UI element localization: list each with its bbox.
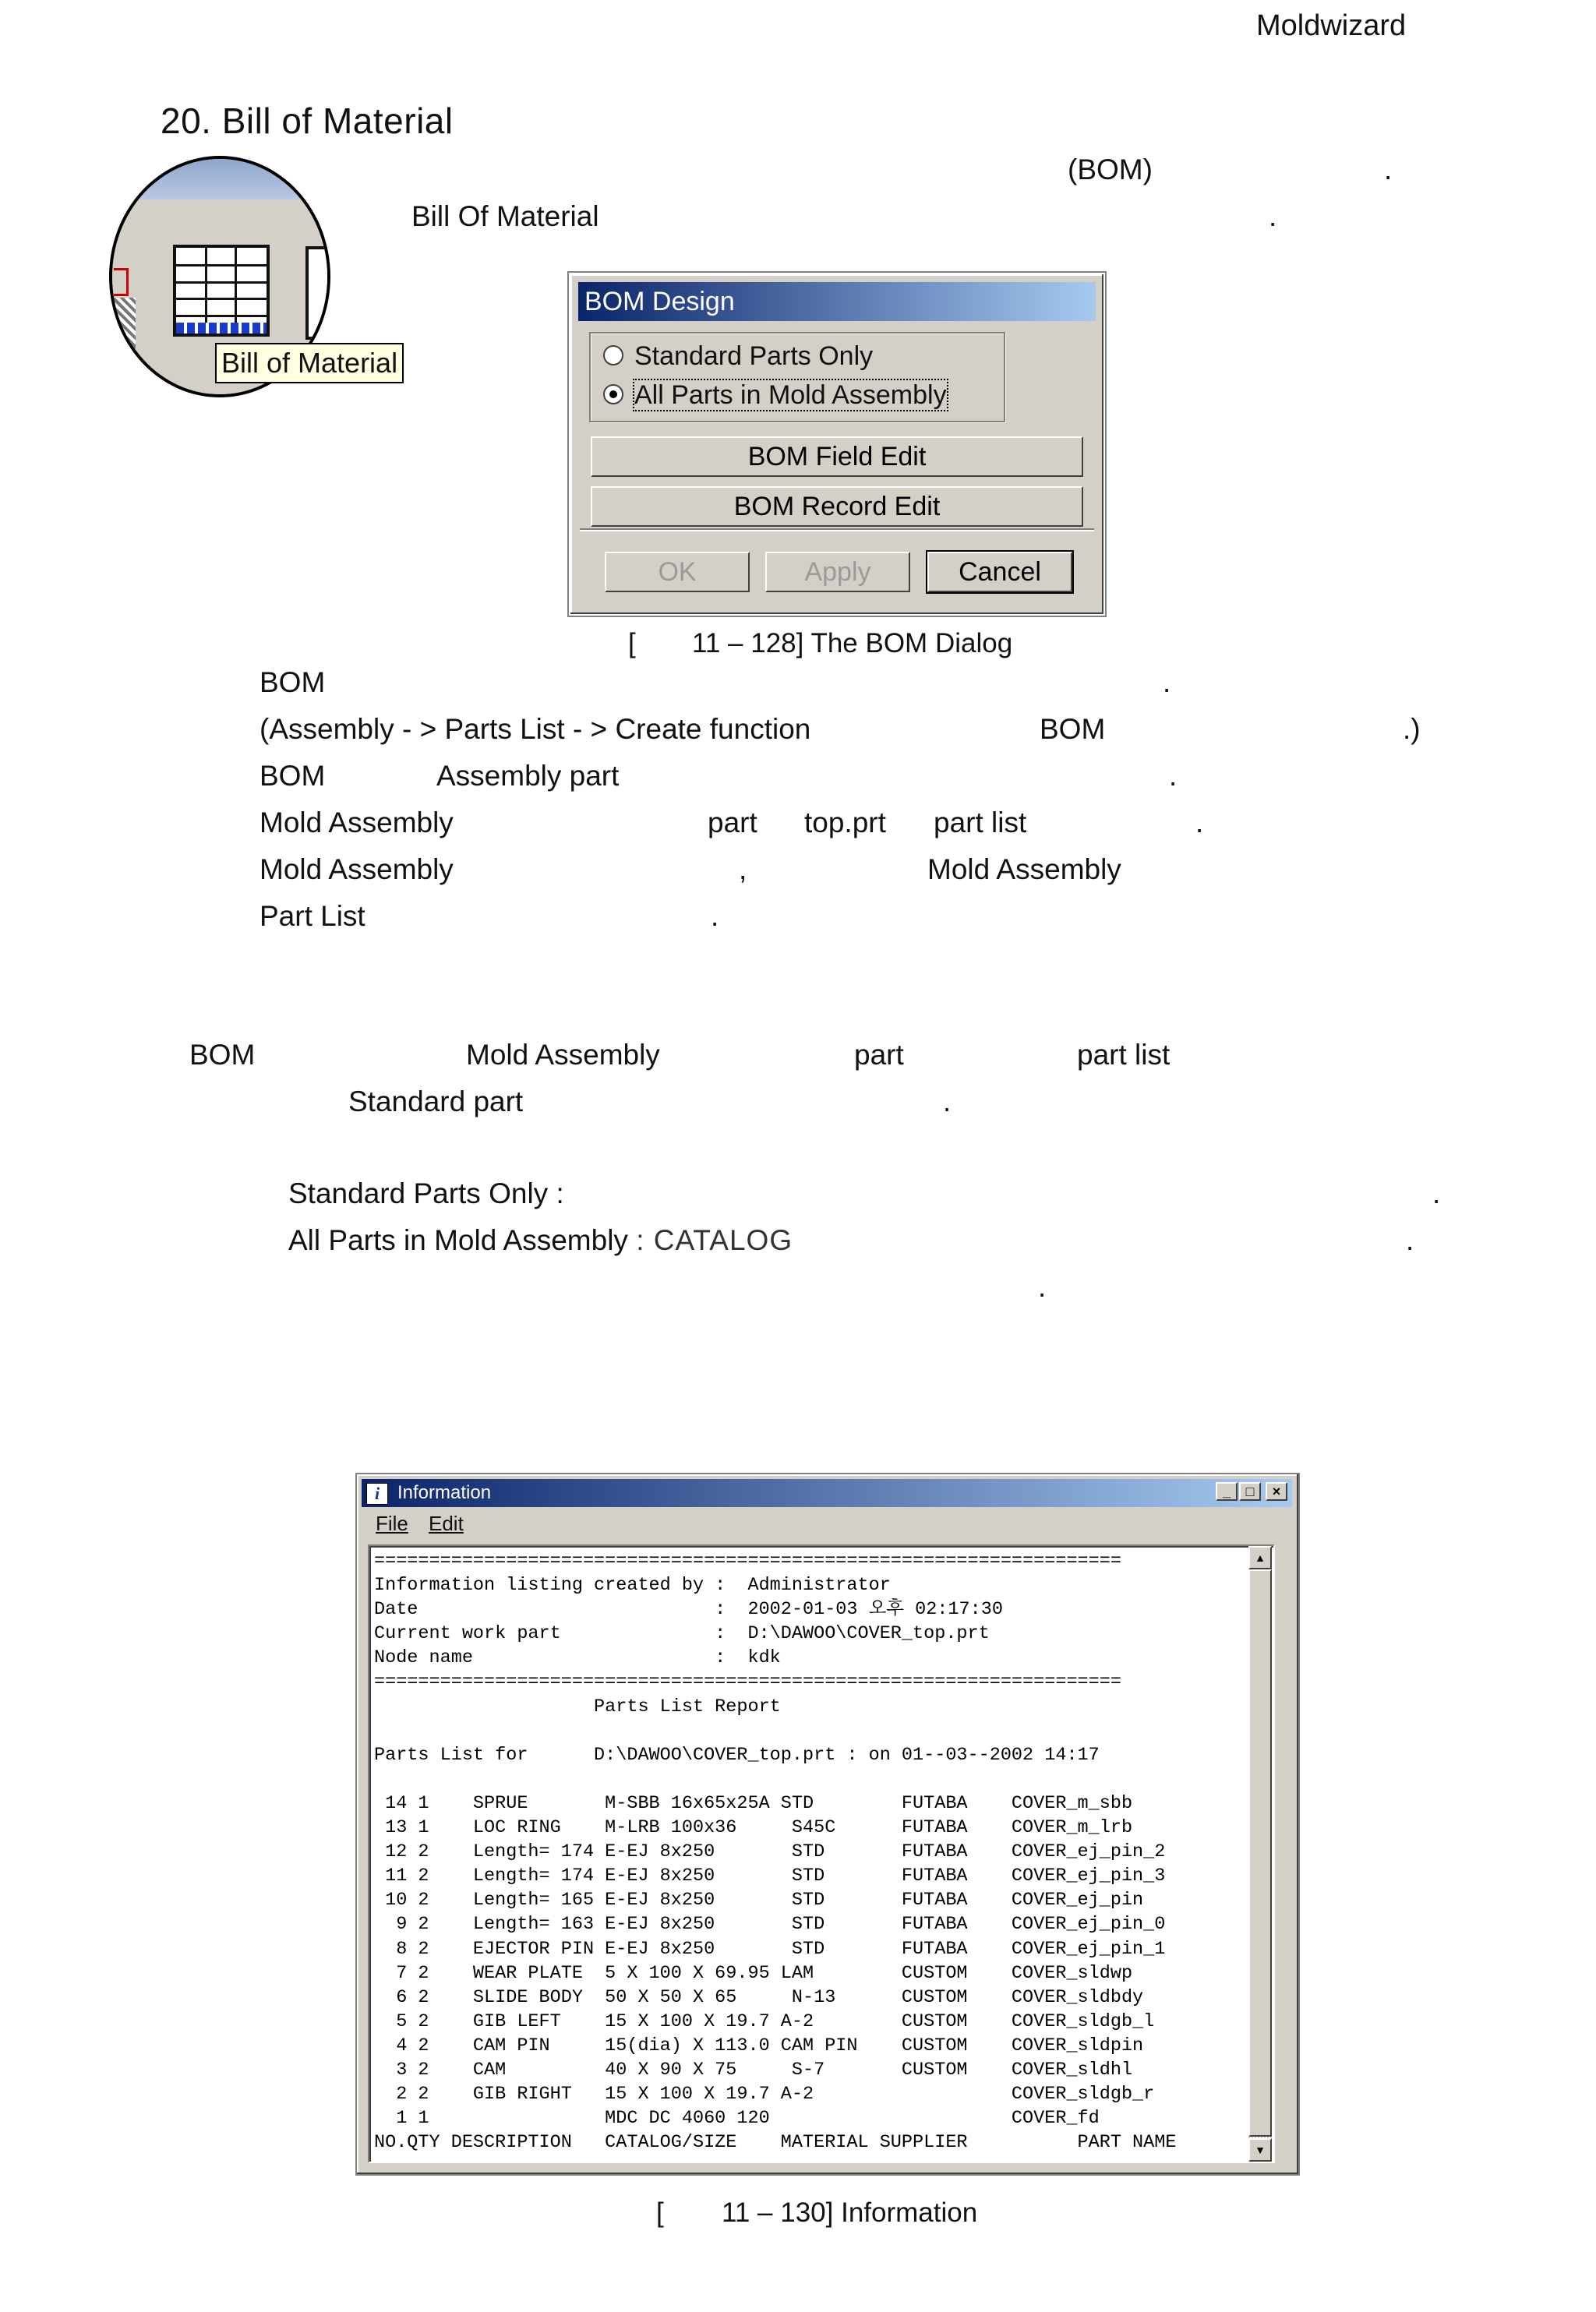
option-standard-period: .: [1432, 1177, 1441, 1209]
body1-line2-assembly-path: (Assembly - > Parts List - > Create function: [260, 713, 811, 745]
listing-line: 6 2 SLIDE BODY 50 X 50 X 65 N-13 CUSTOM COVER_sldbdy: [374, 1986, 1144, 2008]
listing-line: Date : 2002-01-03 오후 02:17:30: [374, 1599, 1003, 1621]
info-window-title: Information: [397, 1482, 492, 1503]
info-i-icon: i: [366, 1483, 388, 1505]
body1-line5-mold-assembly: Mold Assembly: [260, 853, 454, 885]
scroll-down-icon[interactable]: ▼: [1248, 2138, 1272, 2162]
listing-line: 14 1 SPRUE M-SBB 16x65x25A STD FUTABA COVER_m_sbb: [374, 1792, 1133, 1814]
info-vertical-scrollbar[interactable]: [1248, 1546, 1272, 2162]
body1-line4-part-list: part list: [934, 807, 1027, 838]
body1-line4-part: part: [708, 807, 757, 838]
option-all-parts-catalog: : CATALOG: [636, 1224, 793, 1256]
body1-line4-period: .: [1195, 807, 1204, 838]
option-all-parts-label: [288, 1223, 793, 1258]
radio-standard-label: Standard Parts Only: [634, 341, 874, 371]
ok-button[interactable]: OK: [605, 552, 750, 592]
hatched-icon: [112, 298, 136, 352]
radio-on-icon: [603, 384, 623, 404]
body1-line6-period: .: [711, 900, 719, 932]
body1-line2-bom: BOM: [1040, 713, 1106, 745]
cancel-button[interactable]: Cancel: [927, 552, 1072, 592]
body1-line5-mold-assembly-2: Mold Assembly: [927, 853, 1121, 885]
bill-of-material-table-icon[interactable]: [173, 245, 270, 337]
table-icon-blue-bar: [176, 323, 267, 334]
listing-line: 4 2 CAM PIN 15(dia) X 113.0 CAM PIN CUSTOM COVER_sldpin: [374, 2035, 1144, 2056]
option-all-parts-text: All Parts in Mold Assembly: [288, 1224, 628, 1256]
listing-line: 9 2 Length= 163 E-EJ 8x250 STD FUTABA COVER_ej_pin_0: [374, 1914, 1166, 1936]
listing-line: 12 2 Length= 174 E-EJ 8x250 STD FUTABA COVER_ej_pin_2: [374, 1841, 1166, 1863]
info-menubar: [362, 1509, 1292, 1538]
bom-record-edit-button[interactable]: BOM Record Edit: [591, 486, 1083, 527]
body2-line1-bom: BOM: [189, 1039, 256, 1071]
body1-line3-bom: BOM: [260, 760, 326, 792]
body1-line5-comma: ,: [739, 853, 747, 885]
scroll-up-icon[interactable]: ▲: [1248, 1546, 1272, 1569]
body2-line2-period: .: [943, 1085, 952, 1117]
figure-caption-bracket-2: [: [656, 2197, 664, 2228]
body1-line3-period: .: [1169, 760, 1178, 792]
radio-all-label: All Parts in Mold Assembly: [634, 380, 947, 410]
body1-line2-end: .): [1403, 713, 1421, 745]
body2-line1-part-list: part list: [1077, 1039, 1171, 1071]
listing-line: [374, 1767, 1176, 1791]
listing-line: [374, 1719, 1176, 1743]
intro-line1-period: .: [1384, 154, 1393, 185]
intro-bom-abbrev: (BOM): [1068, 154, 1153, 185]
listing-line: 10 2 Length= 165 E-EJ 8x250 STD FUTABA COVER_ej_pin: [374, 1890, 1144, 1911]
body1-line1-bom: BOM: [260, 666, 326, 698]
listing-line: 11 2 Length= 174 E-EJ 8x250 STD FUTABA COVER_ej_pin_3: [374, 1865, 1166, 1887]
intro-bill-of-material: Bill Of Material: [411, 200, 599, 232]
bom-dialog-separator: [580, 528, 1094, 531]
zoom-titlebar-strip: [112, 159, 327, 199]
radio-standard-parts-only[interactable]: [603, 338, 873, 374]
bom-dialog-titlebar: BOM Design: [578, 282, 1096, 321]
apply-button[interactable]: Apply: [765, 552, 910, 592]
body1-line6-part-list: Part List: [260, 900, 365, 932]
body2-line2-standard-part: Standard part: [348, 1085, 524, 1117]
listing-line: NO.QTY DESCRIPTION CATALOG/SIZE MATERIAL SUPPLIER PART NAME: [374, 2132, 1177, 2154]
listing-line: ====================================================================: [374, 1551, 1121, 1572]
bill-of-material-tooltip: Bill of Material: [215, 343, 404, 383]
listing-line: 2 2 GIB RIGHT 15 X 100 X 19.7 A-2 COVER_sldgb_r: [374, 2084, 1155, 2106]
listing-line: 8 2 EJECTOR PIN E-EJ 8x250 STD FUTABA COVER_ej_pin_1: [374, 1938, 1166, 1960]
radio-all-parts[interactable]: [603, 377, 947, 413]
option-standard-parts-only: Standard Parts Only :: [288, 1177, 564, 1209]
figure-caption-bracket: [: [628, 628, 636, 658]
running-header: Moldwizard: [1256, 9, 1407, 42]
minimize-icon[interactable]: _: [1216, 1482, 1238, 1501]
red-bracket-icon: [114, 268, 129, 296]
intro-line2-period: .: [1269, 200, 1277, 232]
info-listing-textarea[interactable]: [368, 1544, 1275, 2163]
body1-line3-assembly-part: Assembly part: [436, 760, 620, 792]
bom-field-edit-button[interactable]: BOM Field Edit: [591, 436, 1083, 477]
listing-line: Parts List Report: [374, 1696, 781, 1717]
info-titlebar: [362, 1479, 1292, 1507]
bom-design-dialog: [569, 273, 1105, 616]
body1-line1-period: .: [1163, 666, 1171, 698]
figure-caption-bom-dialog: 11 – 128] The BOM Dialog: [692, 628, 1013, 658]
listing-line: 13 1 LOC RING M-LRB 100x36 S45C FUTABA COVER_m_lrb: [374, 1817, 1133, 1839]
menu-file[interactable]: File: [376, 1512, 408, 1535]
option-continuation-period: .: [1038, 1271, 1047, 1303]
close-icon[interactable]: ×: [1266, 1482, 1287, 1501]
listing-line: 5 2 GIB LEFT 15 X 100 X 19.7 A-2 CUSTOM COVER_sldgb_l: [374, 2010, 1155, 2032]
body1-line4-top-prt: top.prt: [804, 807, 886, 838]
radio-off-icon: [603, 345, 623, 365]
listing-line: Information listing created by : Administrator: [374, 1575, 891, 1597]
body2-line1-part: part: [854, 1039, 904, 1071]
figure-caption-information: 11 – 130] Information: [722, 2197, 978, 2228]
listing-line: 7 2 WEAR PLATE 5 X 100 X 69.95 LAM CUSTOM COVER_sldwp: [374, 1962, 1133, 1984]
body2-line1-mold-assembly: Mold Assembly: [466, 1039, 660, 1071]
listing-line: Node name : kdk: [374, 1647, 781, 1669]
adjacent-toolbar-icon: [305, 246, 330, 340]
listing-line: 3 2 CAM 40 X 90 X 75 S-7 CUSTOM COVER_sldhl: [374, 2059, 1133, 2081]
body1-line4-mold-assembly: Mold Assembly: [260, 807, 454, 838]
menu-edit[interactable]: Edit: [429, 1512, 464, 1535]
parts-list-report: [374, 1549, 1176, 2155]
listing-line: ====================================================================: [374, 1671, 1121, 1693]
option-all-parts-period: .: [1406, 1224, 1414, 1256]
listing-line: Parts List for D:\DAWOO\COVER_top.prt : on 01--03--2002 14:17: [374, 1744, 1100, 1766]
information-window: [355, 1473, 1300, 2176]
maximize-icon[interactable]: □: [1239, 1482, 1261, 1501]
scroll-thumb[interactable]: [1248, 1569, 1272, 2137]
listing-line: Current work part : D:\DAWOO\COVER_top.prt: [374, 1623, 990, 1645]
section-title: 20. Bill of Material: [161, 101, 454, 141]
listing-line: 1 1 MDC DC 4060 120 COVER_fd: [374, 2108, 1100, 2130]
bom-parts-radio-group: [589, 332, 1005, 422]
